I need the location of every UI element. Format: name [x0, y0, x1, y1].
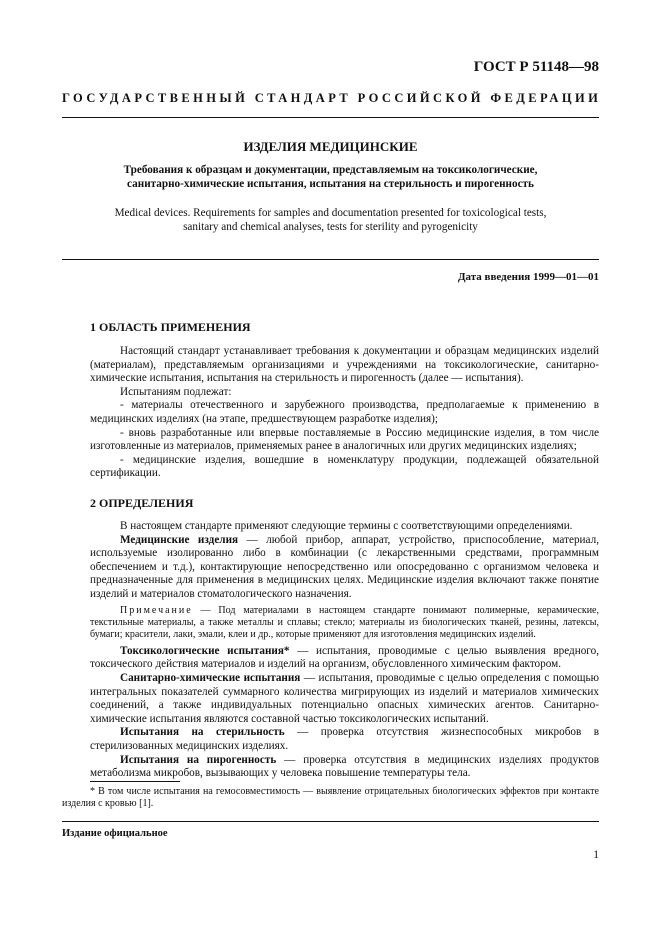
document-title: ИЗДЕЛИЯ МЕДИЦИНСКИЕ: [243, 139, 418, 154]
footnote-text: * В том числе испытания на гемосовместимость — выявление отрицательных биологических эффектов при контакте изделия с кровью [1].: [62, 786, 599, 810]
page-number: 1: [593, 849, 599, 861]
definition-text: — испытания, проводимые с целью определения с помощью интегральных показателей суммарного количества мигрирующих из изделий и материалов химических соединений, а также индивидуальных потенциально опасных химических агентов. Санитарно-химические испытания являются составной частью токсикологических испытаний.: [90, 671, 599, 725]
definition: [90, 672, 599, 726]
note-text: — Под материалами в настоящем стандарте понимают полимерные, керамические, текстильные материалы, а также металлы и сплавы; стекло; материалы из биологических тканей, резины, латексы, бумаги; красители, лаки, эмали, клеи и др., которые применяют для изготовления медицинских изделий.: [90, 604, 599, 641]
header-divider: [62, 117, 599, 118]
term: Токсикологические испытания*: [120, 644, 290, 657]
footer-divider: [62, 821, 599, 822]
definition: [90, 726, 599, 753]
definition: [90, 534, 599, 602]
list-item: - медицинские изделия, вошедшие в номенклатуру продукции, подлежащей обязательной сертификации.: [90, 453, 599, 480]
footnote-divider: [90, 781, 180, 782]
state-standard-title: ГОСУДАРСТВЕННЫЙ СТАНДАРТ РОССИЙСКОЙ ФЕДЕРАЦИИ: [62, 91, 602, 105]
paragraph: Испытаниям подлежат:: [120, 385, 232, 398]
definition-text: — испытания, проводимые с целью выявления вредного, токсического действия материалов и изделий на организм, обусловленного химическим фактором.: [90, 644, 599, 671]
definition-text: — проверка отсутствия жизнеспособных микробов в стерилизованных медицинских изделиях.: [90, 726, 599, 752]
english-title-line: sanitary and chemical analyses, tests for sterility and pyrogenicity: [183, 220, 478, 233]
definition: [90, 754, 599, 781]
gost-number: ГОСТ Р 51148—98: [473, 59, 599, 75]
official-edition-label: Издание официальное: [62, 828, 168, 839]
term: Испытания на стерильность: [120, 726, 285, 739]
term: Испытания на пирогенность: [120, 753, 277, 766]
section-2-heading: 2 ОПРЕДЕЛЕНИЯ: [90, 496, 194, 510]
section-2-body: [90, 520, 599, 781]
paragraph: В настоящем стандарте применяют следующие термины с соответствующими определениями.: [120, 520, 573, 532]
footnote: [62, 786, 599, 811]
subtitle-line: санитарно-химические испытания, испытания на стерильность и пирогенность: [127, 178, 534, 190]
definition-text: — проверка отсутствия в медицинских изделиях продуктов метаболизма микробов, вызывающих у человека повышение температуры тела.: [90, 753, 599, 780]
term: Медицинские изделия: [120, 533, 239, 546]
title-divider: [62, 259, 599, 260]
section-1-body: [90, 345, 599, 481]
list-item: - вновь разработанные или впервые поставляемые в Россию медицинские изделия, в том числе изготовленные из материалов, применяемых ранее в аналогичных или других медицинских изделиях;: [90, 426, 599, 453]
paragraph: Настоящий стандарт устанавливает требования к документации и образцам медицинских изделий (материалам), представляемым организациями и учреждениями на токсикологические, санитарно-химические испытания, испытания на стерильность и пирогенность (далее — испытания).: [90, 345, 599, 385]
english-title: [90, 207, 571, 234]
note: [90, 605, 599, 642]
definition: [90, 645, 599, 672]
subtitle-line: Требования к образцам и документации, представляемым на токсикологические,: [123, 164, 538, 176]
introduction-date: Дата введения 1999—01—01: [457, 271, 599, 283]
definition-text: — любой прибор, аппарат, устройство, приспособление, материал, используемые изолированно либо в комбинации (с лекарственными средствами, программным обеспечением и т.д.), контактирующие непосредственно или опосредованно с организмом человека и предназначенные для применения в медицинских целях. Медицинские изделия включают также понятие изделий и материалов стоматологического назначения.: [90, 533, 599, 600]
section-1-heading: 1 ОБЛАСТЬ ПРИМЕНЕНИЯ: [90, 320, 251, 334]
list-item: - материалы отечественного и зарубежного производства, предполагаемые к применению в медицинских изделиях (на этапе, предшествующем разработке изделия);: [90, 399, 599, 425]
english-title-line: Medical devices. Requirements for samples and documentation presented for toxicological tests,: [114, 207, 547, 219]
term: Санитарно-химические испытания: [120, 671, 301, 684]
document-subtitle: [100, 163, 561, 191]
note-label: Примечание: [120, 604, 193, 616]
